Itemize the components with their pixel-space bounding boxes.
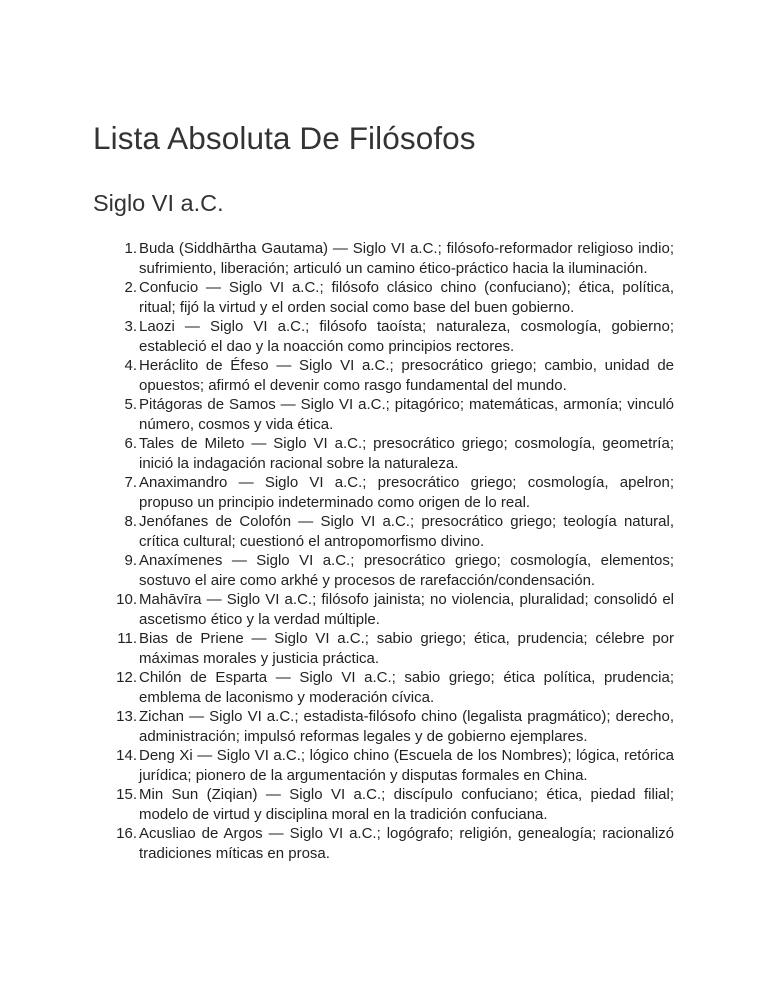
list-item-text: Zichan — Siglo VI a.C.; estadista-filósofo chino (legalista pragmático); derecho, administración; impulsó reformas legales y de gobierno ejemplares. (139, 708, 674, 745)
list-item-number: 4. (124, 357, 137, 374)
list-item (93, 746, 674, 785)
list-item (93, 473, 674, 512)
list-item-text: Heráclito de Éfeso — Siglo VI a.C.; presocrático griego; cambio, unidad de opuestos; afirmó el devenir como rasgo fundamental del mundo. (139, 357, 674, 394)
list-item-number: 12. (116, 669, 137, 686)
list-item-text: Deng Xi — Siglo VI a.C.; lógico chino (Escuela de los Nombres); lógica, retórica jurídica; pionero de la argumentación y disputas formales en China. (139, 747, 674, 784)
list-item (93, 239, 674, 278)
list-item (93, 824, 674, 863)
list-item (93, 278, 674, 317)
list-item-number: 2. (124, 279, 137, 296)
list-item (93, 629, 674, 668)
list-item-number: 1. (124, 240, 137, 257)
section-heading: Siglo VI a.C. (93, 190, 224, 216)
list-item-text: Pitágoras de Samos — Siglo VI a.C.; pitagórico; matemáticas, armonía; vinculó número, cosmos y vida ética. (139, 396, 674, 433)
list-item-text: Bias de Priene — Siglo VI a.C.; sabio griego; ética, prudencia; célebre por máximas morales y justicia práctica. (139, 630, 674, 667)
list-item-text: Buda (Siddhārtha Gautama) — Siglo VI a.C.; filósofo-reformador religioso indio; sufrimiento, liberación; articuló un camino ético-práctico hacia la iluminación. (139, 240, 674, 277)
list-item (93, 395, 674, 434)
list-item-number: 9. (124, 552, 137, 569)
list-item-number: 13. (116, 708, 137, 725)
list-item-text: Confucio — Siglo VI a.C.; filósofo clásico chino (confuciano); ética, política, ritual; fijó la virtud y el orden social como base del buen gobierno. (139, 279, 674, 316)
list-item-text: Acusliao de Argos — Siglo VI a.C.; logógrafo; religión, genealogía; racionalizó tradiciones míticas en prosa. (139, 825, 674, 862)
list-item (93, 434, 674, 473)
list-item-number: 7. (124, 474, 137, 491)
list-item-number: 15. (116, 786, 137, 803)
philosopher-list (93, 239, 674, 863)
list-item-number: 3. (124, 318, 137, 335)
list-item-text: Tales de Mileto — Siglo VI a.C.; presocrático griego; cosmología, geometría; inició la indagación racional sobre la naturaleza. (139, 435, 674, 472)
list-item (93, 317, 674, 356)
list-item-number: 16. (116, 825, 137, 842)
document-title: Lista Absoluta De Filósofos (93, 120, 476, 156)
list-item (93, 785, 674, 824)
list-item (93, 668, 674, 707)
list-item (93, 512, 674, 551)
list-item (93, 551, 674, 590)
list-item-number: 14. (116, 747, 137, 764)
list-item-number: 5. (124, 396, 137, 413)
list-item-text: Laozi — Siglo VI a.C.; filósofo taoísta; naturaleza, cosmología, gobierno; estableció el dao y la noacción como principios rectores. (139, 318, 674, 355)
list-item (93, 590, 674, 629)
list-item-text: Mahāvīra — Siglo VI a.C.; filósofo jainista; no violencia, pluralidad; consolidó el ascetismo ético y la verdad múltiple. (139, 591, 674, 628)
list-item-text: Chilón de Esparta — Siglo VI a.C.; sabio griego; ética política, prudencia; emblema de laconismo y moderación cívica. (139, 669, 674, 706)
list-item-text: Anaximandro — Siglo VI a.C.; presocrático griego; cosmología, apelron; propuso un principio indeterminado como origen de lo real. (139, 474, 674, 511)
list-item (93, 356, 674, 395)
list-item (93, 707, 674, 746)
list-item-text: Anaxímenes — Siglo VI a.C.; presocrático griego; cosmología, elementos; sostuvo el aire como arkhé y procesos de rarefacción/condensación. (139, 552, 674, 589)
list-item-number: 6. (124, 435, 137, 452)
list-item-number: 8. (124, 513, 137, 530)
list-item-number: 11. (117, 630, 137, 647)
list-item-number: 10. (116, 591, 137, 608)
list-item-text: Jenófanes de Colofón — Siglo VI a.C.; presocrático griego; teología natural, crítica cultural; cuestionó el antropomorfismo divino. (139, 513, 674, 550)
list-item-text: Min Sun (Ziqian) — Siglo VI a.C.; discípulo confuciano; ética, piedad filial; modelo de virtud y disciplina moral en la tradición confuciana. (139, 786, 674, 823)
